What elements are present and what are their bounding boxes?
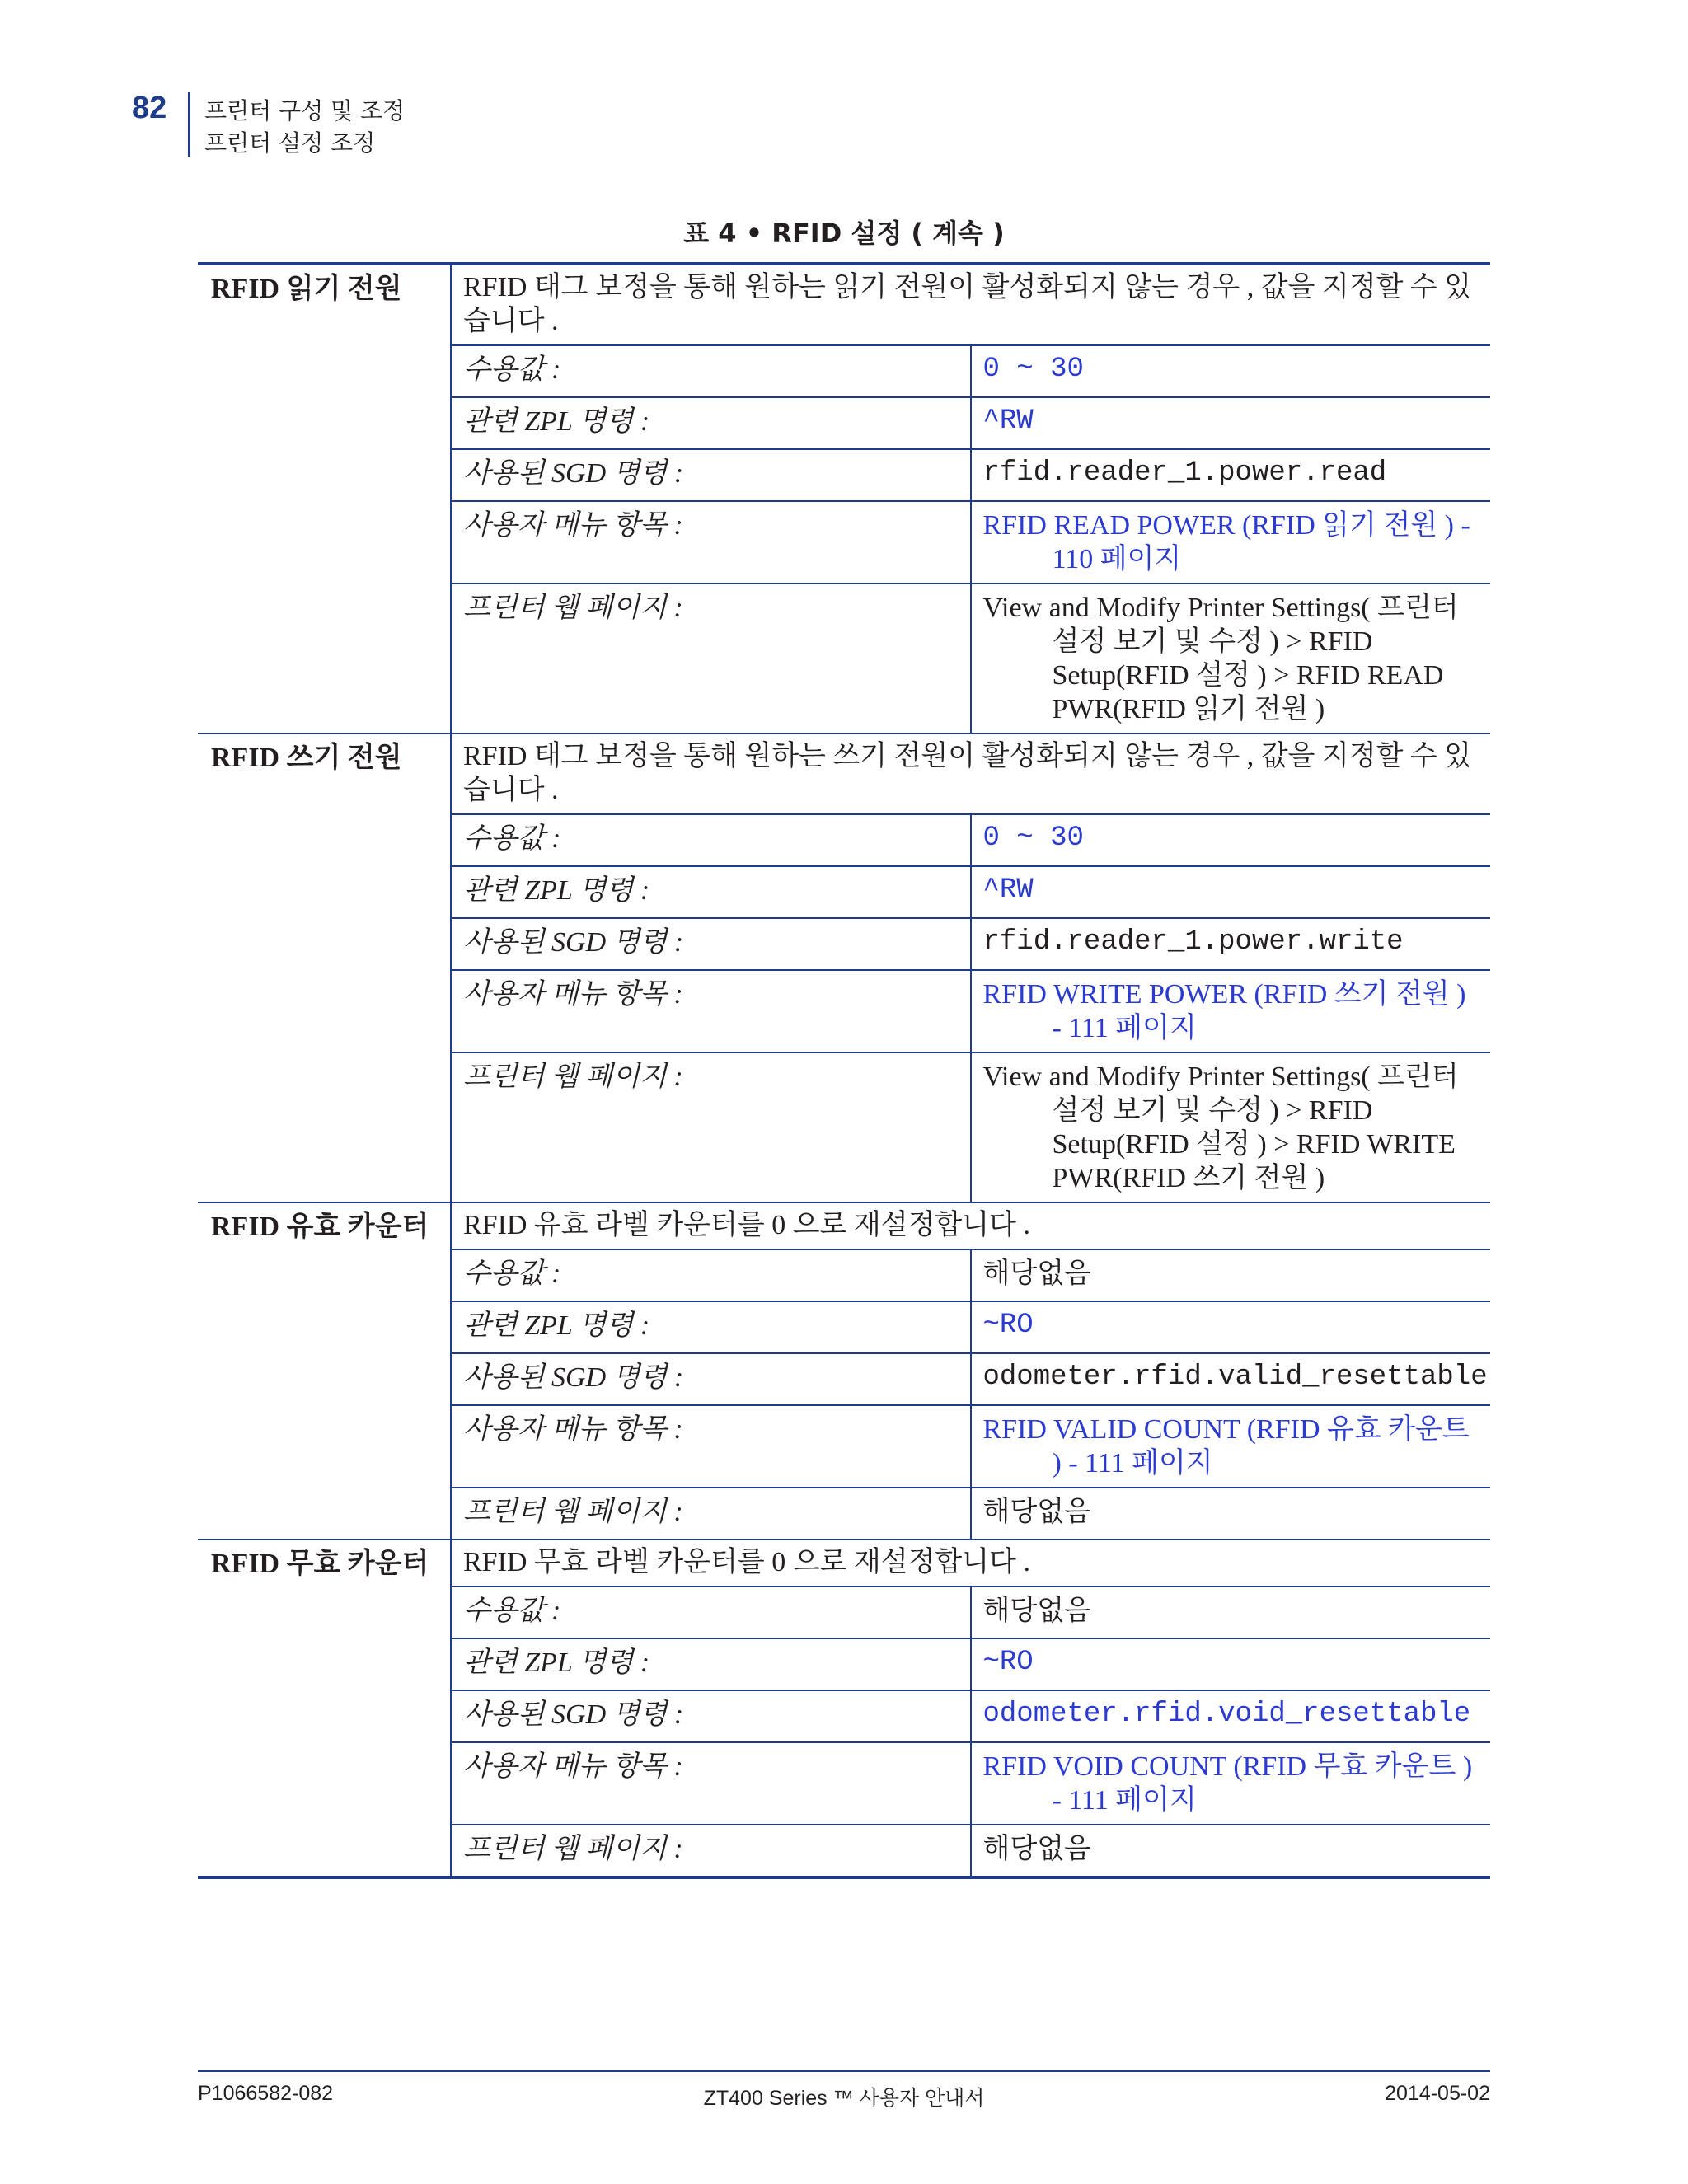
zpl-command-link[interactable]: ^RW bbox=[971, 866, 1491, 918]
user-menu-link[interactable]: RFID VALID COUNT (RFID 유효 카운트 ) - 111 페이지 bbox=[982, 1414, 1470, 1479]
row-label: 수용값 : bbox=[451, 1586, 971, 1638]
accepted-values: 해당없음 bbox=[971, 1586, 1491, 1638]
row-label: 관련 ZPL 명령 : bbox=[451, 1301, 971, 1353]
zpl-command-link[interactable]: ~RO bbox=[971, 1638, 1491, 1690]
row-label: 관련 ZPL 명령 : bbox=[451, 397, 971, 449]
web-page-path: 해당없음 bbox=[971, 1488, 1491, 1540]
row-label: 사용된 SGD 명령 : bbox=[451, 1353, 971, 1405]
accepted-values: 0 ~ 30 bbox=[971, 345, 1491, 397]
row-label: 관련 ZPL 명령 : bbox=[451, 1638, 971, 1690]
row-label: 관련 ZPL 명령 : bbox=[451, 866, 971, 918]
footer-divider bbox=[198, 2070, 1490, 2072]
zpl-command-link[interactable]: ^RW bbox=[971, 397, 1491, 449]
sgd-command: rfid.reader_1.power.write bbox=[971, 918, 1491, 970]
table-row bbox=[198, 1540, 1490, 1586]
rfid-settings-table bbox=[198, 262, 1490, 1879]
table-row bbox=[198, 733, 1490, 814]
sgd-command: rfid.reader_1.power.read bbox=[971, 449, 1491, 501]
sgd-command: odometer.rfid.valid_resettable bbox=[971, 1353, 1491, 1405]
parameter-description: RFID 태그 보정을 통해 원하는 쓰기 전원이 활성화되지 않는 경우 , 값을 지정할 수 있습니다 . bbox=[451, 733, 1490, 814]
parameter-description: RFID 태그 보정을 통해 원하는 읽기 전원이 활성화되지 않는 경우 , 값을 지정할 수 있습니다 . bbox=[451, 264, 1490, 345]
row-label: 사용자 메뉴 항목 : bbox=[451, 970, 971, 1052]
row-label: 수용값 : bbox=[451, 345, 971, 397]
table-row bbox=[198, 264, 1490, 345]
header-divider bbox=[188, 92, 190, 157]
row-label: 프린터 웹 페이지 : bbox=[451, 583, 971, 733]
row-label: 사용된 SGD 명령 : bbox=[451, 1690, 971, 1742]
row-label: 프린터 웹 페이지 : bbox=[451, 1052, 971, 1202]
row-label: 사용자 메뉴 항목 : bbox=[451, 1742, 971, 1825]
row-label: 프린터 웹 페이지 : bbox=[451, 1825, 971, 1877]
footer-title: ZT400 Series ™ 사용자 안내서 bbox=[703, 2087, 985, 2110]
row-label: 사용된 SGD 명령 : bbox=[451, 449, 971, 501]
section-title: 프린터 설정 조정 bbox=[204, 129, 376, 157]
web-page-path: View and Modify Printer Settings( 프린터 설정 보기 및 수정 ) > RFID Setup(RFID 설정 ) > RFID READ PWR(RFID 읽기 전원 ) bbox=[982, 593, 1459, 724]
row-label: 사용자 메뉴 항목 : bbox=[451, 1405, 971, 1488]
accepted-values: 해당없음 bbox=[971, 1249, 1491, 1301]
zpl-command-link[interactable]: ~RO bbox=[971, 1301, 1491, 1353]
footer-date: 2014-05-02 bbox=[1385, 2082, 1490, 2105]
chapter-title: 프린터 구성 및 조정 bbox=[204, 97, 406, 124]
web-page-path: 해당없음 bbox=[971, 1825, 1491, 1877]
user-menu-link[interactable]: RFID VOID COUNT (RFID 무효 카운트 ) - 111 페이지 bbox=[982, 1751, 1473, 1816]
row-label: 프린터 웹 페이지 : bbox=[451, 1488, 971, 1540]
parameter-name: RFID 무효 카운터 bbox=[198, 1540, 451, 1877]
table-caption: 표 4 • RFID 설정 ( 계속 ) bbox=[683, 218, 1005, 249]
web-page-path: View and Modify Printer Settings( 프린터 설정 보기 및 수정 ) > RFID Setup(RFID 설정 ) > RFID WRITE PWR(RFID 쓰기 전원 ) bbox=[982, 1062, 1459, 1193]
row-label: 사용자 메뉴 항목 : bbox=[451, 501, 971, 583]
parameter-description: RFID 무효 라벨 카운터를 0 으로 재설정합니다 . bbox=[451, 1540, 1490, 1586]
page-number: 82 bbox=[132, 91, 167, 125]
table-row bbox=[198, 1202, 1490, 1249]
user-menu-link[interactable]: RFID WRITE POWER (RFID 쓰기 전원 ) - 111 페이지 bbox=[982, 979, 1466, 1043]
row-label: 수용값 : bbox=[451, 814, 971, 866]
row-label: 사용된 SGD 명령 : bbox=[451, 918, 971, 970]
accepted-values: 0 ~ 30 bbox=[971, 814, 1491, 866]
footer-doc-id: P1066582-082 bbox=[198, 2082, 334, 2105]
parameter-description: RFID 유효 라벨 카운터를 0 으로 재설정합니다 . bbox=[451, 1202, 1490, 1249]
sgd-command-link[interactable]: odometer.rfid.void_resettable bbox=[971, 1690, 1491, 1742]
user-menu-link[interactable]: RFID READ POWER (RFID 읽기 전원 ) - 110 페이지 bbox=[982, 510, 1470, 574]
parameter-name: RFID 쓰기 전원 bbox=[198, 733, 451, 1202]
parameter-name: RFID 유효 카운터 bbox=[198, 1202, 451, 1540]
row-label: 수용값 : bbox=[451, 1249, 971, 1301]
parameter-name: RFID 읽기 전원 bbox=[198, 264, 451, 733]
